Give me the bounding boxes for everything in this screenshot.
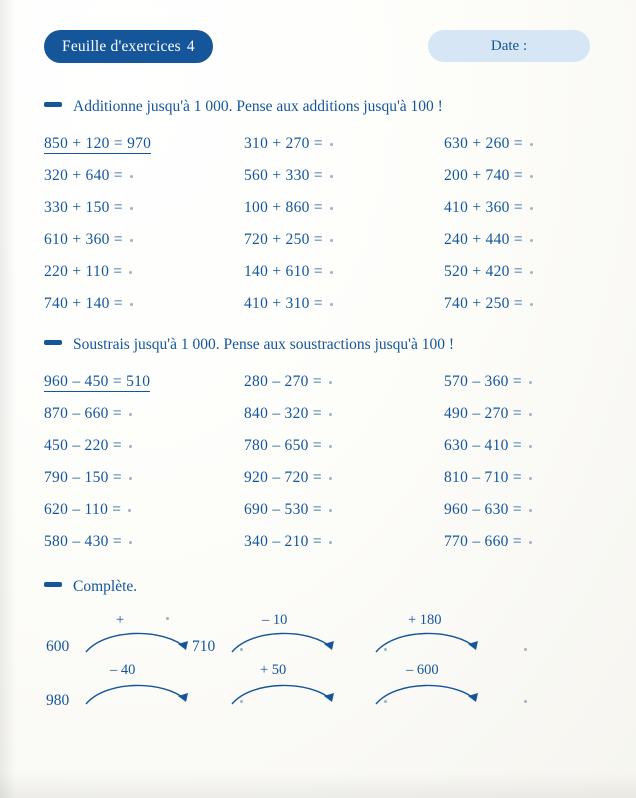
exercise-text: 450 – 220 =	[44, 437, 122, 454]
answer-dot-icon	[529, 445, 532, 448]
exercise-text: 920 – 720 =	[244, 469, 322, 486]
section-heading-subtraction	[44, 336, 454, 354]
exercise-text: 610 + 360 =	[44, 231, 123, 248]
exercise-item[interactable]	[44, 128, 244, 160]
exercise-text: 240 + 440 =	[444, 231, 523, 248]
answer-dot-icon	[129, 271, 132, 274]
exercise-item[interactable]	[244, 192, 444, 224]
chain-op-top-1: +	[116, 612, 125, 628]
exercise-text: 870 – 660 =	[44, 405, 122, 422]
section-heading-addition	[44, 98, 443, 116]
chain-op-bottom-1: – 40	[110, 662, 136, 678]
answer-dot-icon	[524, 648, 527, 651]
exercise-text: 320 + 640 =	[44, 167, 123, 184]
exercise-item[interactable]	[244, 366, 444, 398]
exercise-item[interactable]	[44, 192, 244, 224]
exercise-item[interactable]	[444, 160, 612, 192]
answer-dot-icon	[329, 381, 332, 384]
exercise-item[interactable]	[444, 494, 612, 526]
exercise-item[interactable]	[44, 462, 244, 494]
answer-dot-icon	[330, 239, 333, 242]
answer-dot-icon	[330, 303, 333, 306]
bullet-dash-icon	[44, 102, 62, 107]
exercise-text: 960 – 630 =	[444, 501, 522, 518]
exercise-item[interactable]	[44, 398, 244, 430]
section-heading-complete-text: Complète.	[73, 578, 138, 595]
exercise-item[interactable]	[444, 128, 612, 160]
exercise-text: 740 + 250 =	[444, 295, 523, 312]
exercise-item[interactable]	[244, 224, 444, 256]
chain-arrow-bottom-2	[230, 678, 340, 708]
exercise-item[interactable]	[244, 288, 444, 320]
subtraction-exercise-grid	[44, 366, 612, 558]
answer-dot-icon	[329, 541, 332, 544]
exercise-item[interactable]	[444, 526, 612, 558]
exercise-text: 840 – 320 =	[244, 405, 322, 422]
answer-dot-icon	[129, 477, 132, 480]
chain-arrow-bottom-3	[374, 678, 484, 708]
exercise-item[interactable]	[444, 462, 612, 494]
exercise-item[interactable]	[244, 462, 444, 494]
chain-exercise-area	[44, 600, 616, 730]
chain-middle-value: 710	[192, 638, 216, 655]
exercise-item[interactable]	[244, 128, 444, 160]
exercise-text: 960 – 450 = 510	[44, 373, 151, 390]
bullet-dash-icon	[44, 340, 62, 345]
chain-op-bottom-3: – 600	[406, 662, 439, 678]
exercise-item[interactable]	[44, 224, 244, 256]
exercise-item[interactable]	[244, 160, 444, 192]
worksheet-header	[44, 30, 608, 64]
worksheet-title-badge	[44, 30, 213, 63]
chain-arrow-top-1	[84, 626, 194, 656]
worksheet-number: 4	[186, 38, 195, 55]
answer-dot-icon	[329, 509, 332, 512]
exercise-text: 740 + 140 =	[44, 295, 123, 312]
exercise-text: 410 + 310 =	[244, 295, 323, 312]
exercise-text: 220 + 110 =	[44, 263, 123, 280]
exercise-text: 490 – 270 =	[444, 405, 522, 422]
exercise-item[interactable]	[44, 160, 244, 192]
answer-dot-icon	[529, 509, 532, 512]
bullet-dash-icon	[44, 582, 62, 587]
exercise-text: 340 – 210 =	[244, 533, 322, 550]
exercise-text: 310 + 270 =	[244, 135, 323, 152]
section-heading-subtraction-text: Soustrais jusqu'à 1 000. Pense aux soustractions jusqu'à 100 !	[73, 336, 454, 353]
answer-dot-icon	[329, 445, 332, 448]
answer-dot-icon	[130, 175, 133, 178]
answer-dot-icon	[330, 143, 333, 146]
answer-dot-icon	[529, 381, 532, 384]
exercise-text: 520 + 420 =	[444, 263, 523, 280]
exercise-text: 720 + 250 =	[244, 231, 323, 248]
answer-dot-icon	[530, 175, 533, 178]
answer-dot-icon	[530, 239, 533, 242]
addition-exercise-grid	[44, 128, 612, 320]
answer-dot-icon	[529, 413, 532, 416]
chain-arrow-top-2	[230, 626, 340, 656]
answer-dot-icon	[330, 175, 333, 178]
exercise-text: 630 – 410 =	[444, 437, 522, 454]
exercise-item[interactable]	[44, 366, 244, 398]
exercise-text: 580 – 430 =	[44, 533, 122, 550]
exercise-item[interactable]	[444, 256, 612, 288]
answer-dot-icon	[329, 413, 332, 416]
chain-start-top: 600	[46, 638, 70, 655]
exercise-item[interactable]	[444, 366, 612, 398]
answer-dot-icon	[330, 207, 333, 210]
exercise-item[interactable]	[44, 494, 244, 526]
exercise-text: 560 + 330 =	[244, 167, 323, 184]
exercise-item[interactable]	[44, 256, 244, 288]
exercise-item[interactable]	[44, 526, 244, 558]
answer-dot-icon	[329, 477, 332, 480]
worksheet-title-text: Feuille d'exercices	[62, 38, 181, 55]
exercise-text: 630 + 260 =	[444, 135, 523, 152]
answer-dot-icon	[529, 477, 532, 480]
exercise-text: 850 + 120 = 970	[44, 135, 152, 152]
exercise-text: 810 – 710 =	[444, 469, 522, 486]
exercise-text: 140 + 610 =	[244, 263, 323, 280]
exercise-text: 330 + 150 =	[44, 199, 123, 216]
chain-arrow-top-3	[374, 626, 484, 656]
answer-dot-icon	[129, 541, 132, 544]
exercise-text: 100 + 860 =	[244, 199, 323, 216]
exercise-item[interactable]	[244, 494, 444, 526]
answer-dot-icon	[530, 143, 533, 146]
exercise-item[interactable]	[244, 398, 444, 430]
exercise-text: 410 + 360 =	[444, 199, 523, 216]
exercise-item[interactable]	[444, 192, 612, 224]
exercise-text: 620 – 110 =	[44, 501, 122, 518]
chain-op-bottom-2: + 50	[260, 662, 287, 678]
exercise-text: 770 – 660 =	[444, 533, 522, 550]
exercise-item[interactable]	[444, 224, 612, 256]
exercise-text: 790 – 150 =	[44, 469, 122, 486]
exercise-text: 690 – 530 =	[244, 501, 322, 518]
exercise-item[interactable]	[244, 430, 444, 462]
answer-dot-icon	[129, 445, 132, 448]
exercise-item[interactable]	[444, 398, 612, 430]
exercise-item[interactable]	[44, 430, 244, 462]
exercise-item[interactable]	[444, 288, 612, 320]
answer-dot-icon	[166, 617, 169, 620]
answer-dot-icon	[530, 207, 533, 210]
answer-dot-icon	[530, 303, 533, 306]
exercise-item[interactable]	[44, 288, 244, 320]
exercise-item[interactable]	[244, 256, 444, 288]
date-field[interactable]	[428, 30, 590, 62]
chain-arrow-bottom-1	[84, 678, 194, 708]
answer-dot-icon	[130, 207, 133, 210]
answer-dot-icon	[130, 239, 133, 242]
section-heading-complete	[44, 578, 137, 596]
section-heading-addition-text: Additionne jusqu'à 1 000. Pense aux additions jusqu'à 100 !	[73, 98, 443, 115]
chain-start-bottom: 980	[46, 692, 70, 709]
chain-op-top-2: – 10	[262, 612, 288, 628]
answer-dot-icon	[128, 509, 131, 512]
answer-dot-icon	[524, 700, 527, 703]
date-label: Date :	[490, 38, 528, 54]
chain-op-top-3: + 180	[408, 612, 442, 628]
exercise-item[interactable]	[244, 526, 444, 558]
page-edge-shadow-bottom	[0, 772, 636, 798]
answer-dot-icon	[130, 303, 133, 306]
exercise-text: 280 – 270 =	[244, 373, 322, 390]
exercise-text: 780 – 650 =	[244, 437, 322, 454]
answer-dot-icon	[529, 541, 532, 544]
answer-dot-icon	[330, 271, 333, 274]
page-edge-shadow-left	[0, 0, 16, 798]
exercise-text: 200 + 740 =	[444, 167, 523, 184]
answer-dot-icon	[129, 413, 132, 416]
exercise-item[interactable]	[444, 430, 612, 462]
exercise-text: 570 – 360 =	[444, 373, 522, 390]
answer-dot-icon	[530, 271, 533, 274]
